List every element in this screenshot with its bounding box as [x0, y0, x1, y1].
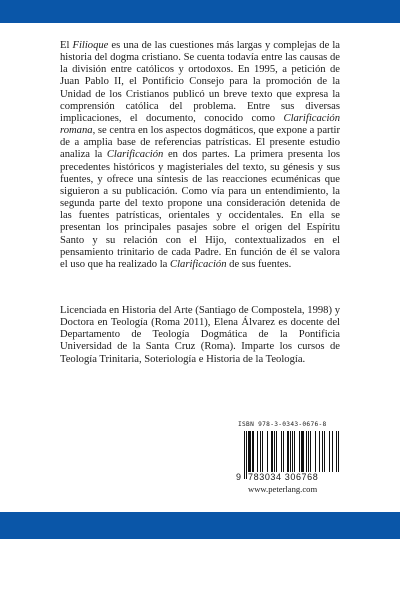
document-title-italic: Clarificación	[170, 258, 227, 270]
barcode-bar	[252, 431, 253, 472]
back-cover-summary	[60, 40, 340, 271]
barcode-bar	[246, 431, 247, 479]
author-bio	[60, 305, 340, 366]
top-color-band	[0, 0, 400, 23]
filioque-term: Filioque	[72, 40, 109, 51]
summary-text: en dos partes. La primera presenta los precedentes históricos y magisteriales del texto, su génesis y sus fuentes, y ofrece una síntesis de las reacciones ecuménicas que siguieron a su publicación. Como vía para un entendimiento, la segunda parte del texto propone una consideración detenida de las fuentes patrísticas, orientales y occidentales. En ella se presentan los principales pasajes sobre el origen del Espíritu Santo y su relación con el Hijo, contextualizados en el pensamiento trinitario de cada Padre. En función de él se valora el uso que ha realizado la	[60, 149, 340, 270]
barcode-bar	[299, 431, 300, 472]
barcode-bar	[262, 431, 263, 472]
isbn-barcode-block	[238, 421, 342, 494]
barcode	[238, 431, 342, 483]
barcode-bar	[287, 431, 288, 472]
barcode-bar	[250, 431, 251, 472]
barcode-bar	[288, 431, 289, 472]
isbn-label: ISBN 978-3-0343-0676-8	[238, 421, 327, 428]
barcode-bar	[308, 431, 309, 472]
barcode-bar	[271, 431, 272, 472]
barcode-bar	[315, 431, 316, 472]
barcode-bar	[260, 431, 261, 472]
barcode-bar	[324, 431, 325, 472]
barcode-bar	[253, 431, 254, 472]
barcode-bar	[281, 431, 282, 472]
barcode-bar	[301, 431, 302, 472]
summary-text: de sus fuentes.	[226, 258, 292, 270]
barcode-bar	[267, 431, 268, 472]
barcode-bar	[303, 431, 304, 472]
barcode-bar	[329, 431, 330, 472]
barcode-lead-digit: 9	[236, 472, 242, 482]
barcode-bar	[306, 431, 307, 472]
barcode-bar	[274, 431, 275, 472]
bottom-color-band	[0, 512, 400, 539]
barcode-bar	[322, 431, 323, 472]
document-title-italic: Clarificación romana	[60, 112, 340, 137]
barcode-bar	[294, 431, 295, 472]
barcode-digits: 783034 306768	[248, 472, 340, 482]
summary-text: es una de las cuestiones más largas y complejas de la historia del dogma cristiano. Se cuenta todavía entre las causas de la división entre católicos y ortodoxos. En 1995, a petición de Juan Pablo II, el Pontificio Consejo para la promoción de la Unidad de los Cristianos publicó un breve texto que expresa la comprensión católica del problema. Entre sus diversas implicaciones, el documento, conocido como	[60, 40, 340, 124]
barcode-bar	[257, 431, 258, 472]
barcode-bar	[319, 431, 320, 472]
barcode-bar	[332, 431, 333, 472]
summary-text: El	[60, 40, 73, 51]
author-bio-paragraph: Licenciada en Historia del Arte (Santiago de Compostela, 1998) y Doctora en Teología (Roma 2011), Elena Álvarez es docente del Departamento de Teología Dogmática de la Pontificia Universidad de la Santa Cruz (Roma). Imparte los cursos de Teología Trinitaria, Soteriología e Historia de la Teología.	[60, 305, 340, 365]
barcode-bar	[310, 431, 311, 472]
barcode-bar	[283, 431, 284, 472]
summary-paragraph	[60, 40, 340, 271]
barcode-bar	[302, 431, 303, 472]
barcode-bar	[276, 431, 277, 472]
document-title-italic: Clarificación	[106, 149, 164, 161]
barcode-bar	[244, 431, 245, 479]
barcode-bar	[248, 431, 249, 472]
publisher-website: www.peterlang.com	[248, 484, 318, 494]
summary-text: , se centra en los aspectos dogmáticos, que expone a partir de a amplia base de referencias patrísticas. El presente estudio analiza la	[60, 125, 340, 161]
barcode-bar	[272, 431, 273, 472]
barcode-bar	[249, 431, 250, 472]
